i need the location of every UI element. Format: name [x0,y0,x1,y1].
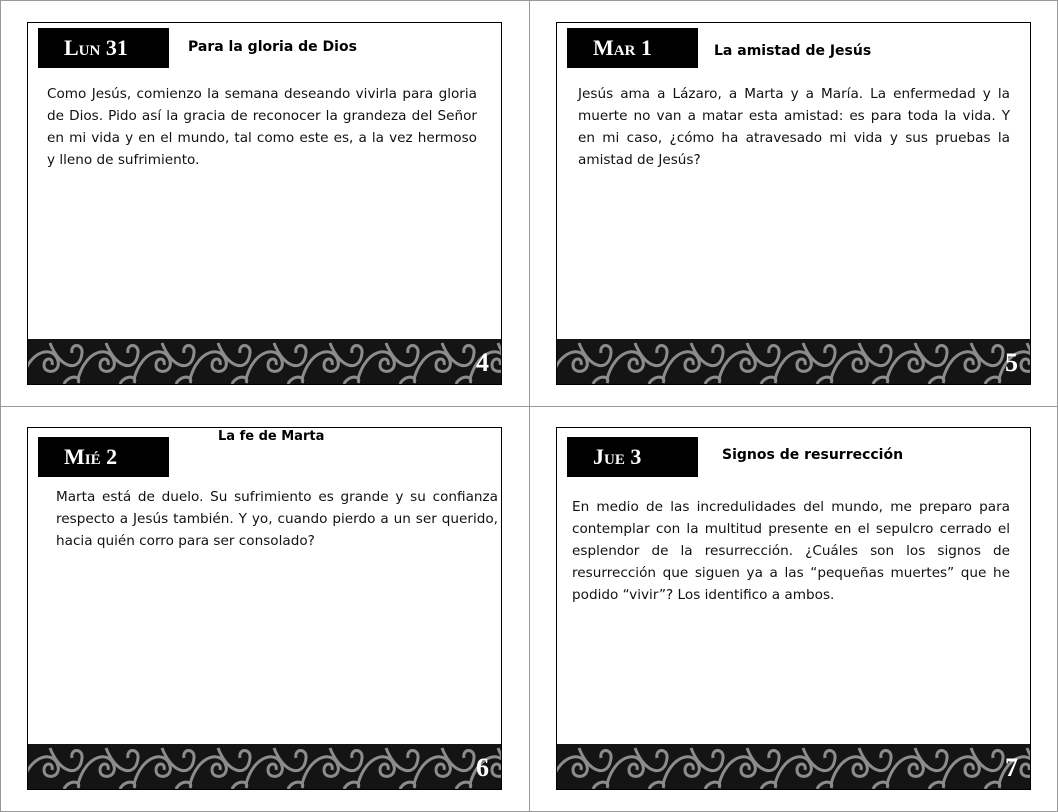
ornamental-band [557,744,1030,789]
swirl-pattern-icon [28,744,501,789]
card-title: La amistad de Jesús [714,43,872,59]
swirl-pattern-icon [28,339,501,384]
day-label: Mié 2 [38,437,169,477]
card-title: Para la gloria de Dios [188,39,357,55]
day-label: Mar 1 [567,28,698,68]
card-lun-31 [27,22,502,385]
day-label: Jue 3 [567,437,698,477]
card-body-text: Marta está de duelo. Su sufrimiento es grande y su confianza respecto a Jesús también. Y yo, cuando pierdo a un ser querido, hacia quién corro para ser consolado? [56,489,498,549]
page-number: 4 [476,348,489,377]
day-label: Lun 31 [38,28,169,68]
card-mie-2 [27,427,502,790]
card-body-text: Jesús ama a Lázaro, a Marta y a María. La enfermedad y la muerte no van a matar esta amistad: es para toda la vida. Y en mi caso, ¿cómo ha atravesado mi vida y sus pruebas la amistad de Jesús? [578,86,1010,168]
page-number: 5 [1005,348,1018,377]
page-number: 7 [1005,753,1018,782]
card-body-text: Como Jesús, comienzo la semana deseando vivirla para gloria de Dios. Pido así la gracia de reconocer la grandeza del Señor en mi vida y en el mundo, tal como este es, a la vez hermoso y lleno de sufrimiento. [47,86,477,168]
card-title: La fe de Marta [218,429,325,444]
swirl-pattern-icon [557,339,1030,384]
card-jue-3 [556,427,1031,790]
swirl-pattern-icon [557,744,1030,789]
ornamental-band [28,339,501,384]
ornamental-band [28,744,501,789]
card-mar-1 [556,22,1031,385]
card-body-text: En medio de las incredulidades del mundo, me preparo para contemplar con la multitud presente en el sepulcro cerrado el esplendor de la resurrección. ¿Cuáles son los signos de resurrección que siguen ya a las “pequeñas muertes” que he podido “vivir”? Los identifico a ambos. [572,499,1010,603]
page-number: 6 [476,753,489,782]
card-title: Signos de resurrección [722,447,904,463]
ornamental-band [557,339,1030,384]
